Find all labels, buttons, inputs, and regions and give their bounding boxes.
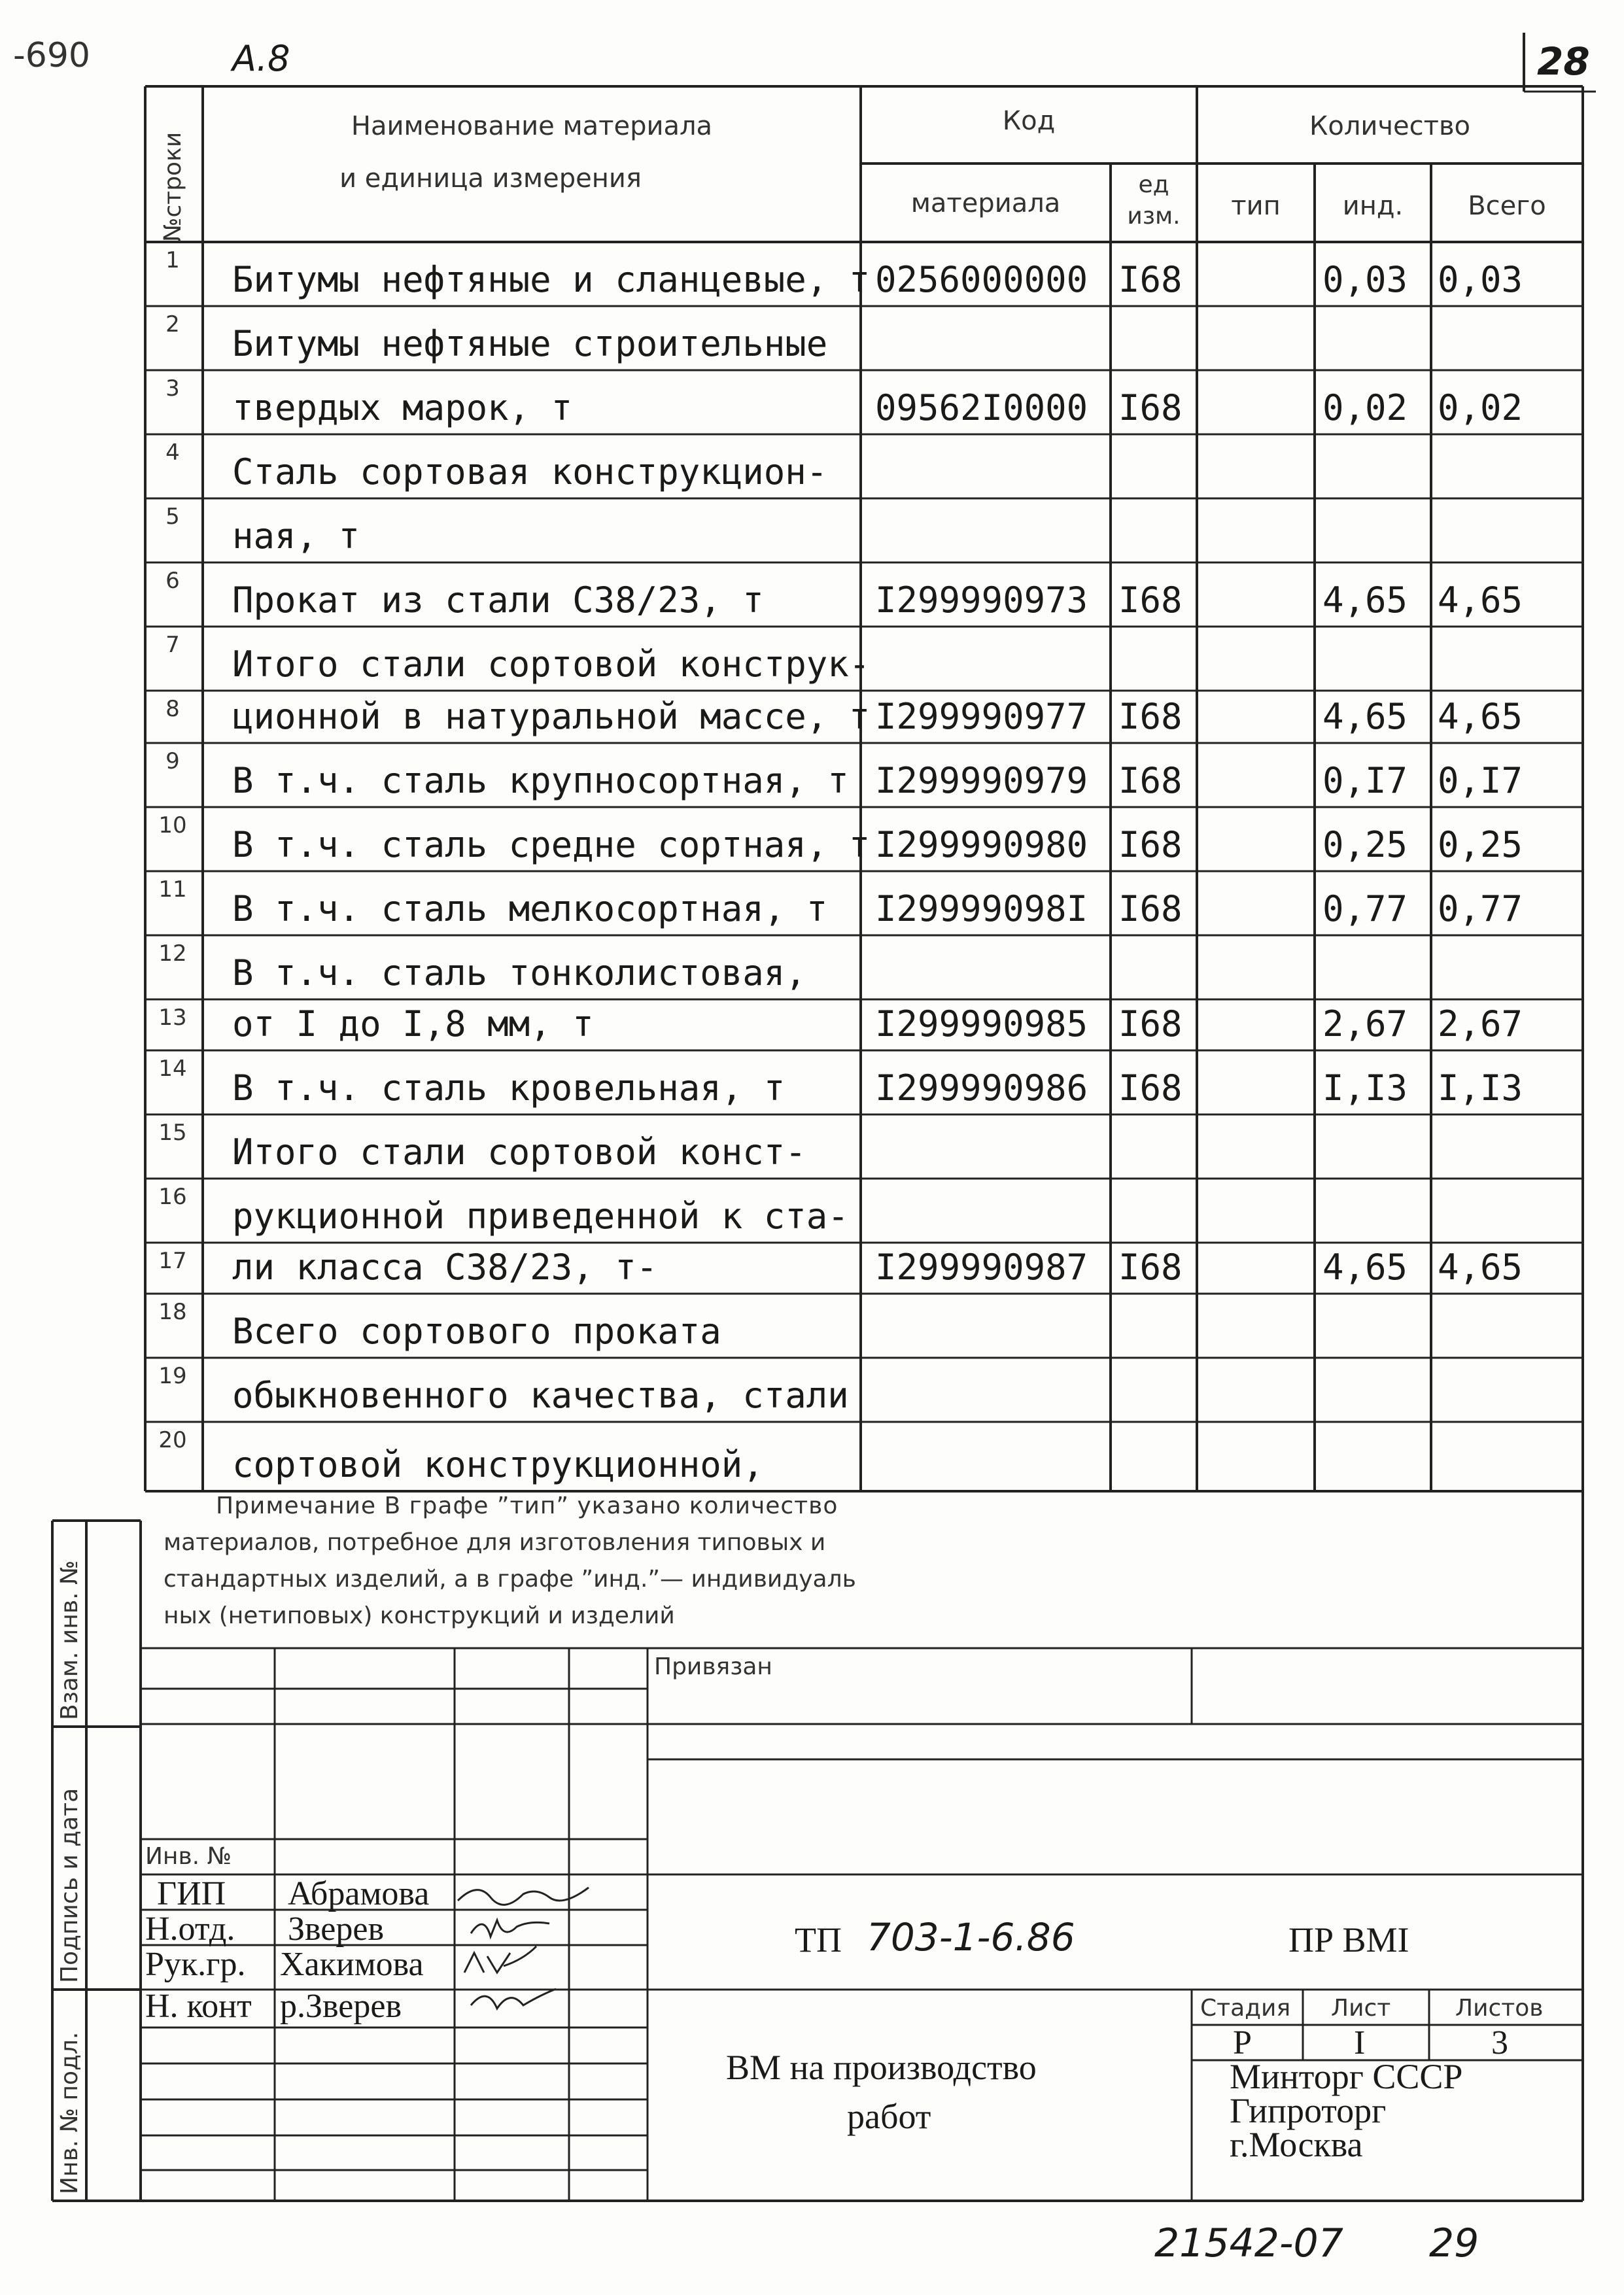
row-material-code: I299990979 xyxy=(875,760,1088,801)
header-unit-line1: ед xyxy=(1138,171,1169,198)
signer-role-1: ГИП xyxy=(157,1875,226,1912)
row-unit-code: I68 xyxy=(1118,259,1183,300)
row-qty-total: I,I3 xyxy=(1438,1067,1523,1109)
row-material-code: I299990977 xyxy=(875,696,1088,737)
row-material-code: I299990973 xyxy=(875,579,1088,621)
stage-value: Р xyxy=(1233,2024,1252,2062)
row-number: 8 xyxy=(165,696,180,722)
row-number: 7 xyxy=(165,632,180,658)
doc-suffix: ПР ВМI xyxy=(1288,1920,1409,1959)
row-qty-ind: 0,02 xyxy=(1322,387,1408,428)
row-material-name: сортовой конструкционной, xyxy=(232,1444,764,1485)
row-material-name: Итого стали сортовой конст- xyxy=(232,1131,806,1173)
note-line-2: материалов, потребное для изготовления типовых и xyxy=(164,1529,826,1556)
note-line-4: ных (нетиповых) конструкций и изделий xyxy=(164,1602,675,1629)
signer-role-2: Н.отд. xyxy=(145,1910,235,1948)
row-material-name: от I до I,8 мм, т xyxy=(232,1003,594,1044)
row-material-name: Битумы нефтяные и сланцевые, т xyxy=(232,259,871,300)
row-unit-code: I68 xyxy=(1118,888,1183,929)
row-number: 6 xyxy=(165,568,180,594)
row-material-name: Сталь сортовая конструкцион- xyxy=(232,451,828,492)
row-qty-total: 0,77 xyxy=(1438,888,1523,929)
row-material-name: Прокат из стали С38/23, т xyxy=(232,579,764,621)
row-number: 19 xyxy=(158,1363,187,1389)
row-material-name: рукционной приведенной к ста- xyxy=(232,1196,849,1237)
row-qty-ind: I,I3 xyxy=(1322,1067,1408,1109)
row-material-code: I29999098I xyxy=(875,888,1088,929)
row-number: 12 xyxy=(158,940,187,967)
row-number: 13 xyxy=(158,1005,187,1031)
header-qty-ind: инд. xyxy=(1342,191,1404,221)
row-unit-code: I68 xyxy=(1118,387,1183,428)
row-material-code: I299990987 xyxy=(875,1247,1088,1288)
row-material-name: В т.ч. сталь тонколистовая, xyxy=(232,952,806,993)
row-qty-total: 4,65 xyxy=(1438,696,1523,737)
header-code: Код xyxy=(1002,106,1056,136)
header-name-line1: Наименование материала xyxy=(351,111,713,141)
row-number: 18 xyxy=(158,1299,187,1325)
row-qty-ind: 4,65 xyxy=(1322,1247,1408,1288)
row-number: 20 xyxy=(158,1427,187,1453)
row-number: 16 xyxy=(158,1184,187,1210)
row-material-name: обыкновенного качества, стали xyxy=(232,1375,849,1416)
side-label-vzam-inv: Взам. инв. № xyxy=(56,1560,83,1720)
sheets-label: Листов xyxy=(1455,1995,1544,2022)
row-qty-total: 4,65 xyxy=(1438,579,1523,621)
row-material-code: I299990986 xyxy=(875,1067,1088,1109)
row-unit-code: I68 xyxy=(1118,579,1183,621)
row-material-name: В т.ч. сталь средне сортная, т xyxy=(232,824,871,865)
row-number: 17 xyxy=(158,1248,187,1274)
org-line3: г.Москва xyxy=(1230,2125,1363,2164)
org-line1: Минторг СССР xyxy=(1230,2057,1463,2096)
row-material-name: В т.ч. сталь крупносортная, т xyxy=(232,760,849,801)
note-line-3: стандартных изделий, а в графе ”инд.”— индивидуаль xyxy=(164,1566,856,1593)
row-material-code: I299990985 xyxy=(875,1003,1088,1044)
row-qty-total: 0,I7 xyxy=(1438,760,1523,801)
footer-archive-number: 21542-07 xyxy=(1154,2220,1343,2266)
stage-label: Стадия xyxy=(1200,1995,1291,2022)
signer-name-2: Зверев xyxy=(288,1910,385,1948)
doc-tp-label: ТП xyxy=(795,1920,842,1959)
header-quantity: Количество xyxy=(1309,111,1470,141)
row-material-name: твердых марок, т xyxy=(232,387,573,428)
row-qty-ind: 0,25 xyxy=(1322,824,1408,865)
row-material-code: 09562I0000 xyxy=(875,387,1088,428)
page-number-top: 28 xyxy=(1537,39,1590,84)
sheet-value: I xyxy=(1354,2024,1366,2062)
row-material-code: 0256000000 xyxy=(875,259,1088,300)
sheet-label: Лист xyxy=(1331,1995,1391,2022)
corner-code: А.8 xyxy=(232,38,290,79)
side-label-signature-date: Подпись и дата xyxy=(56,1787,83,1983)
row-number: 14 xyxy=(158,1056,187,1082)
stamp-privyazan: Привязан xyxy=(654,1653,772,1680)
header-name-line2: и единица измерения xyxy=(339,164,642,194)
row-qty-ind: 4,65 xyxy=(1322,579,1408,621)
row-material-name: ли класса С38/23, т- xyxy=(232,1247,658,1288)
signer-name-3: Хакимова xyxy=(280,1946,424,1983)
row-number: 1 xyxy=(165,247,180,273)
row-material-name: Битумы нефтяные строительные xyxy=(232,323,828,364)
header-unit-line2: изм. xyxy=(1127,203,1181,230)
row-qty-total: 0,02 xyxy=(1438,387,1523,428)
row-material-name: Итого стали сортовой конструк- xyxy=(232,644,871,685)
header-code-material: материала xyxy=(910,188,1061,218)
signer-role-3: Рук.гр. xyxy=(145,1946,246,1983)
doc-title-line1: ВМ на производство xyxy=(726,2048,1037,2087)
row-qty-ind: 0,I7 xyxy=(1322,760,1408,801)
row-qty-total: 2,67 xyxy=(1438,1003,1523,1044)
row-material-name: В т.ч. сталь мелкосортная, т xyxy=(232,888,828,929)
org-line2: Гипроторг xyxy=(1230,2091,1387,2130)
row-qty-ind: 0,77 xyxy=(1322,888,1408,929)
row-qty-total: 0,25 xyxy=(1438,824,1523,865)
row-unit-code: I68 xyxy=(1118,760,1183,801)
row-unit-code: I68 xyxy=(1118,824,1183,865)
row-material-name: Всего сортового проката xyxy=(232,1311,721,1352)
row-material-name: ная, т xyxy=(232,515,360,557)
header-row-number: №строки xyxy=(160,131,186,242)
doc-title-line2: работ xyxy=(847,2097,931,2136)
row-unit-code: I68 xyxy=(1118,1067,1183,1109)
row-unit-code: I68 xyxy=(1118,1247,1183,1288)
row-unit-code: I68 xyxy=(1118,696,1183,737)
row-qty-ind: 4,65 xyxy=(1322,696,1408,737)
header-qty-type: тип xyxy=(1231,191,1281,221)
sheets-value: 3 xyxy=(1491,2024,1508,2062)
corner-left-code: -690 xyxy=(13,36,91,75)
signer-name-1: Абрамова xyxy=(288,1875,430,1912)
header-qty-total: Всего xyxy=(1468,191,1546,221)
row-number: 5 xyxy=(165,504,180,530)
signatures-handwritten xyxy=(451,1874,615,2025)
row-number: 10 xyxy=(158,812,187,838)
row-material-name: В т.ч. сталь кровельная, т xyxy=(232,1067,786,1109)
row-unit-code: I68 xyxy=(1118,1003,1183,1044)
row-material-code: I299990980 xyxy=(875,824,1088,865)
row-qty-total: 0,03 xyxy=(1438,259,1523,300)
signer-name-4: р.Зверев xyxy=(280,1988,402,2025)
note-line-1: Примечание В графе ”тип” указано количество xyxy=(216,1493,838,1519)
row-qty-ind: 0,03 xyxy=(1322,259,1408,300)
footer-page-number: 29 xyxy=(1429,2220,1479,2266)
row-number: 3 xyxy=(165,375,180,402)
signer-role-4: Н. конт xyxy=(145,1988,252,2025)
row-number: 4 xyxy=(165,440,180,466)
row-number: 15 xyxy=(158,1120,187,1146)
row-material-name: ционной в натуральной массе, т xyxy=(232,696,871,737)
row-number: 11 xyxy=(158,876,187,903)
stamp-inv-no: Инв. № xyxy=(145,1843,232,1870)
row-number: 9 xyxy=(165,748,180,774)
row-number: 2 xyxy=(165,311,180,337)
row-qty-total: 4,65 xyxy=(1438,1247,1523,1288)
doc-number: 703-1-6.86 xyxy=(867,1915,1075,1959)
side-label-inv-podl: Инв. № подл. xyxy=(56,2031,83,2194)
row-qty-ind: 2,67 xyxy=(1322,1003,1408,1044)
